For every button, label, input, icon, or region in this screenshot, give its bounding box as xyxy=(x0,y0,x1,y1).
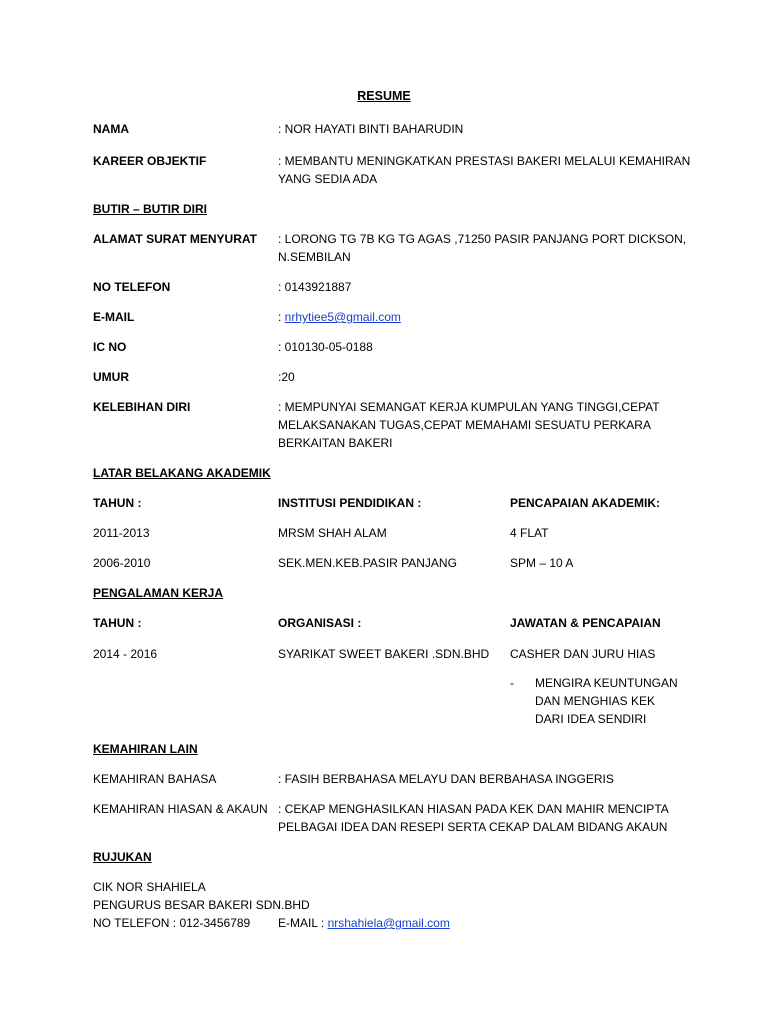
rujukan-email-row xyxy=(278,914,450,932)
kelebihan-line-2: MELAKSANAKAN TUGAS,CEPAT MEMAHAMI SESUATU PERKARA xyxy=(278,418,651,432)
akademik-row-tahun: 2006-2010 xyxy=(93,556,151,570)
akademik-row-pencapaian: 4 FLAT xyxy=(510,526,549,540)
alamat-line-2: N.SEMBILAN xyxy=(278,250,351,264)
rujukan-email-link[interactable]: nrshahiela@gmail.com xyxy=(327,916,450,930)
umur-value: :20 xyxy=(278,370,295,384)
hiasan-line-1: : CEKAP MENGHASILKAN HIASAN PADA KEK DAN MAHIR MENCIPTA xyxy=(278,802,669,816)
objektif-line-2: YANG SEDIA ADA xyxy=(278,172,378,186)
nama-label: NAMA xyxy=(93,122,129,136)
telefon-value: : 0143921887 xyxy=(278,280,352,294)
bullet-line-1: MENGIRA KEUNTUNGAN xyxy=(535,676,678,690)
kelebihan-line-1: : MEMPUNYAI SEMANGAT KERJA KUMPULAN YANG TINGGI,CEPAT xyxy=(278,400,660,414)
akademik-row-pencapaian: SPM – 10 A xyxy=(510,556,574,570)
rujukan-telefon: NO TELEFON : 012-3456789 xyxy=(93,916,251,930)
bahasa-label: KEMAHIRAN BAHASA xyxy=(93,772,217,786)
akademik-row-tahun: 2011-2013 xyxy=(93,526,150,540)
umur-label: UMUR xyxy=(93,370,129,384)
rujukan-jawatan: PENGURUS BESAR BAKERI SDN.BHD xyxy=(93,898,310,912)
hiasan-line-2: PELBAGAI IDEA DAN RESEPI SERTA CEKAP DALAM BIDANG AKAUN xyxy=(278,820,668,834)
butir-heading: BUTIR – BUTIR DIRI xyxy=(93,202,207,216)
ic-label: IC NO xyxy=(93,340,127,354)
kerja-jawatan: CASHER DAN JURU HIAS xyxy=(510,647,656,661)
akademik-heading: LATAR BELAKANG AKADEMIK xyxy=(93,466,271,480)
objektif-label: KAREER OBJEKTIF xyxy=(93,154,207,168)
alamat-line-1: : LORONG TG 7B KG TG AGAS ,71250 PASIR PANJANG PORT DICKSON, xyxy=(278,232,687,246)
akademik-col-institusi: INSTITUSI PENDIDIKAN : xyxy=(278,496,422,510)
kerja-heading: PENGALAMAN KERJA xyxy=(93,586,224,600)
rujukan-email-prefix: E-MAIL : xyxy=(278,916,328,930)
kerja-col-jawatan: JAWATAN & PENCAPAIAN xyxy=(510,616,661,630)
akademik-col-pencapaian: PENCAPAIAN AKADEMIK: xyxy=(510,496,660,510)
akademik-col-tahun: TAHUN : xyxy=(93,496,142,510)
kerja-col-tahun: TAHUN : xyxy=(93,616,142,630)
bullet-marker: - xyxy=(510,676,514,690)
nama-value: : NOR HAYATI BINTI BAHARUDIN xyxy=(278,122,464,136)
kerja-tahun: 2014 - 2016 xyxy=(93,647,158,661)
rujukan-nama: CIK NOR SHAHIELA xyxy=(93,880,206,894)
hiasan-label: KEMAHIRAN HIASAN & AKAUN xyxy=(93,802,268,816)
kemahiran-heading: KEMAHIRAN LAIN xyxy=(93,742,198,756)
kerja-col-organisasi: ORGANISASI : xyxy=(278,616,362,630)
rujukan-heading: RUJUKAN xyxy=(93,850,152,864)
page-title: RESUME xyxy=(357,89,411,103)
email-row xyxy=(278,308,401,326)
akademik-row-institusi: SEK.MEN.KEB.PASIR PANJANG xyxy=(278,556,457,570)
bullet-line-3: DARI IDEA SENDIRI xyxy=(535,712,647,726)
bullet-line-2: DAN MENGHIAS KEK xyxy=(535,694,656,708)
alamat-label: ALAMAT SURAT MENYURAT xyxy=(93,232,257,246)
kelebihan-line-3: BERKAITAN BAKERI xyxy=(278,436,393,450)
email-label: E-MAIL xyxy=(93,310,135,324)
kerja-organisasi: SYARIKAT SWEET BAKERI .SDN.BHD xyxy=(278,647,490,661)
objektif-line-1: : MEMBANTU MENINGKATKAN PRESTASI BAKERI MELALUI KEMAHIRAN xyxy=(278,154,691,168)
ic-value: : 010130-05-0188 xyxy=(278,340,373,354)
bahasa-value: : FASIH BERBAHASA MELAYU DAN BERBAHASA INGGERIS xyxy=(278,772,614,786)
kelebihan-label: KELEBIHAN DIRI xyxy=(93,400,191,414)
email-link[interactable]: nrhytiee5@gmail.com xyxy=(284,310,401,324)
email-prefix: : xyxy=(278,310,285,324)
telefon-label: NO TELEFON xyxy=(93,280,171,294)
akademik-row-institusi: MRSM SHAH ALAM xyxy=(278,526,387,540)
